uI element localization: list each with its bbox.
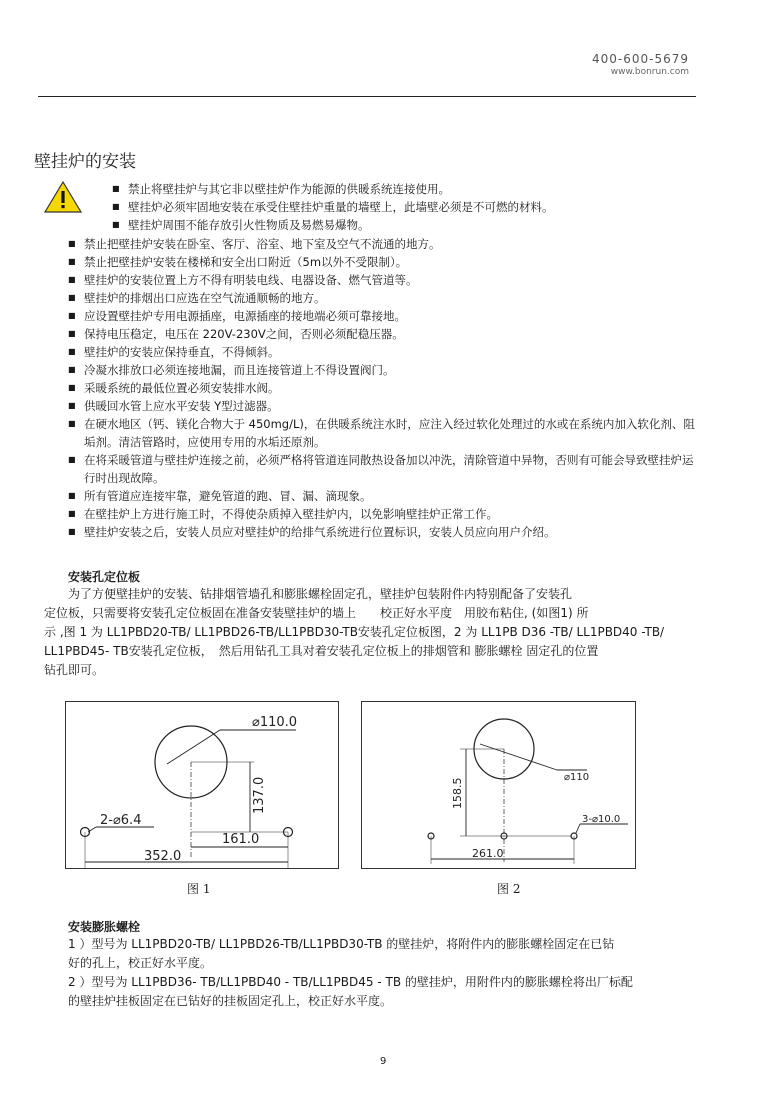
rule-item: ■ 供暖回水管上应水平安装 Y型过滤器。: [68, 397, 698, 415]
template-paragraph: [44, 585, 734, 680]
paragraph-line: 定位板，只需要将安装孔定位板固在准备安装壁挂炉的墙上 校正好水平度 用胶布粘住, (如图1) 所: [44, 606, 589, 620]
warning-rule: ■ 禁止将壁挂炉与其它非以壁挂炉作为能源的供暖系统连接使用。: [112, 180, 712, 198]
figure-1-caption: 图 1: [187, 882, 211, 896]
label-vertical-distance: 137.0: [252, 776, 267, 814]
label-vertical-distance: 158.5: [451, 777, 464, 809]
rule-item: ■ 冷凝水排放口必须连接地漏，而且连接管道上不得设置阀门。: [68, 361, 698, 379]
rule-item: ■ 壁挂炉的排烟出口应选在空气流通顺畅的地方。: [68, 289, 698, 307]
figure-2-template-drawing: [361, 701, 636, 869]
label-total-span: 261.0: [472, 847, 504, 860]
bolt-instructions: [68, 935, 718, 1011]
instruction-line: 好的孔上，校正好水平度。: [68, 956, 213, 970]
rule-item: ■ 在壁挂炉上方进行施工时，不得使杂质掉入壁挂炉内，以免影响壁挂炉正常工作。: [68, 505, 698, 523]
section-heading-bolts: 安装膨胀螺栓: [68, 920, 141, 934]
label-small-holes: 3-⌀10.0: [582, 814, 621, 825]
rule-item: ■ 壁挂炉安装之后，安装人员应对壁挂炉的给排气系统进行位置标识，安装人员应向用户介绍。: [68, 523, 698, 541]
rule-item: ■ 在硬水地区（钙、镁化合物大于 450mg/L)，在供暖系统注水时，应注入经过软化处理过的水或在系统内加入软化剂、阻垢剂。清洁管路时，应使用专用的水垢还原剂。: [68, 415, 698, 451]
section-heading-template: 安装孔定位板: [68, 570, 141, 584]
paragraph-line: 为了方便壁挂炉的安装、钻排烟管墙孔和膨胀螺栓固定孔，壁挂炉包装附件内特别配备了安装孔: [68, 587, 573, 601]
label-circle-diameter: ⌀110.0: [252, 715, 298, 730]
paragraph-line: 示 ,图 1 为 LL1PBD20-TB/ LL1PBD26-TB/LL1PBD30-TB安装孔定位板图，2 为 LL1PB D36 -TB/ LL1PBD40 -TB/: [44, 625, 665, 639]
warning-triangle-icon: [43, 180, 83, 214]
instruction-line: 1 ）型号为 LL1PBD20-TB/ LL1PBD26-TB/LL1PBD30-TB 的壁挂炉，将附件内的膨胀螺栓固定在已钻: [68, 937, 615, 951]
warning-rule: ■ 壁挂炉周围不能存放引火性物质及易燃易爆物。: [112, 216, 712, 234]
warning-rule: ■ 壁挂炉必须牢固地安装在承受住壁挂炉重量的墙壁上，此墙壁必须是不可燃的材料。: [112, 198, 712, 216]
label-half-span: 161.0: [222, 832, 260, 847]
instruction-line: 的壁挂炉挂板固定在已钻好的挂板固定孔上，校正好水平度。: [68, 994, 393, 1008]
rule-item: ■ 应设置壁挂炉专用电源插座，电源插座的接地端必须可靠接地。: [68, 307, 698, 325]
rule-item: ■ 采暖系统的最低位置必须安装排水阀。: [68, 379, 698, 397]
rule-item: ■ 壁挂炉的安装位置上方不得有明装电线、电器设备、燃气管道等。: [68, 271, 698, 289]
label-circle-diameter: ⌀110: [564, 772, 590, 783]
installation-rules-list: [68, 235, 698, 541]
label-total-span: 352.0: [144, 849, 182, 864]
label-small-holes: 2-⌀6.4: [100, 813, 142, 828]
page-title: 壁挂炉的安装: [34, 152, 136, 172]
page-number: 9: [380, 1056, 387, 1067]
header-divider: [38, 96, 696, 97]
figure-1-template-drawing: [65, 701, 339, 869]
paragraph-line: 钻孔即可。: [44, 663, 105, 677]
website-url: www.bonrun.com: [610, 67, 689, 77]
rule-item: ■ 禁止把壁挂炉安装在楼梯和安全出口附近（5m以外不受限制）。: [68, 253, 698, 271]
paragraph-line: LL1PBD45- TB安装孔定位板， 然后用钻孔工具对着安装孔定位板上的排烟管和 膨胀螺栓 固定孔的位置: [44, 644, 599, 658]
rule-item: ■ 禁止把壁挂炉安装在卧室、客厅、浴室、地下室及空气不流通的地方。: [68, 235, 698, 253]
instruction-line: 2 ）型号为 LL1PBD36- TB/LL1PBD40 - TB/LL1PBD45 - TB 的壁挂炉，用附件内的膨胀螺栓将出厂标配: [68, 975, 633, 989]
rule-item: ■ 壁挂炉的安装应保持垂直，不得倾斜。: [68, 343, 698, 361]
rule-item: ■ 保持电压稳定，电压在 220V-230V之间，否则必须配稳压器。: [68, 325, 698, 343]
rule-item: ■ 在将采暖管道与壁挂炉连接之前，必须严格将管道连同散热设备加以冲洗，清除管道中异物，否则有可能会导致壁挂炉运行时出现故障。: [68, 451, 698, 487]
hotline-number: 400-600-5679: [591, 52, 689, 66]
warning-rules-list: [112, 180, 712, 234]
rule-item: ■ 所有管道应连接牢靠，避免管道的跑、冒、漏、滴现象。: [68, 487, 698, 505]
figure-2-caption: 图 2: [497, 882, 521, 896]
